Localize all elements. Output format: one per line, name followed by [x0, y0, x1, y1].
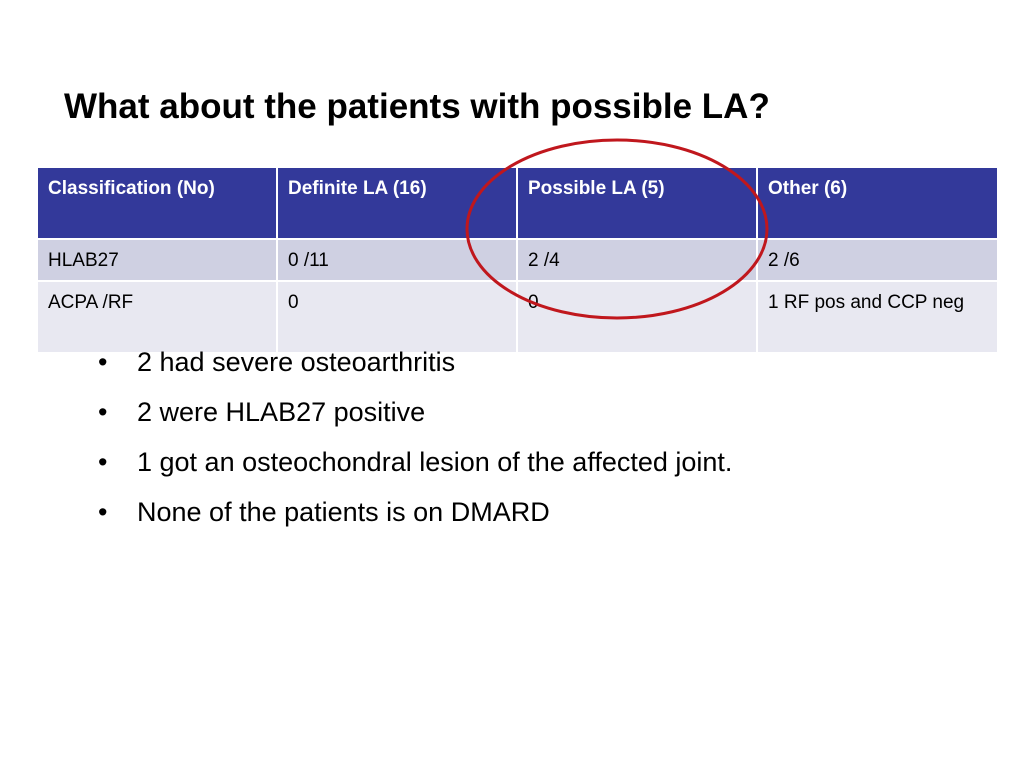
table-header-row — [37, 167, 998, 239]
table-cell: 2 /6 — [757, 239, 998, 281]
bullet-list — [96, 344, 836, 544]
bullet-dot: • — [98, 497, 108, 527]
table-cell: 1 RF pos and CCP neg — [757, 281, 998, 353]
table-cell: 2 /4 — [517, 239, 757, 281]
bullet-item — [96, 444, 836, 480]
table-cell: HLAB27 — [37, 239, 277, 281]
header-possible-la: Possible LA (5) — [517, 167, 757, 239]
header-other: Other (6) — [757, 167, 998, 239]
bullet-item — [96, 344, 836, 380]
bullet-item — [96, 394, 836, 430]
comparison-table — [36, 166, 999, 354]
bullet-text: 2 were HLAB27 positive — [137, 397, 426, 427]
table-row — [37, 239, 998, 281]
bullet-item — [96, 494, 836, 530]
table-cell: 0 — [517, 281, 757, 353]
header-classification: Classification (No) — [37, 167, 277, 239]
bullet-text: 1 got an osteochondral lesion of the affected joint. — [137, 447, 733, 477]
table-cell: 0 /11 — [277, 239, 517, 281]
bullet-dot: • — [98, 397, 108, 427]
bullet-dot: • — [98, 347, 108, 377]
table-row — [37, 281, 998, 353]
slide-title: What about the patients with possible LA? — [64, 87, 770, 126]
bullet-text: None of the patients is on DMARD — [137, 497, 550, 527]
table-cell: 0 — [277, 281, 517, 353]
bullet-dot: • — [98, 447, 108, 477]
table-cell: ACPA /RF — [37, 281, 277, 353]
bullet-text: 2 had severe osteoarthritis — [137, 347, 456, 377]
header-definite-la: Definite LA (16) — [277, 167, 517, 239]
